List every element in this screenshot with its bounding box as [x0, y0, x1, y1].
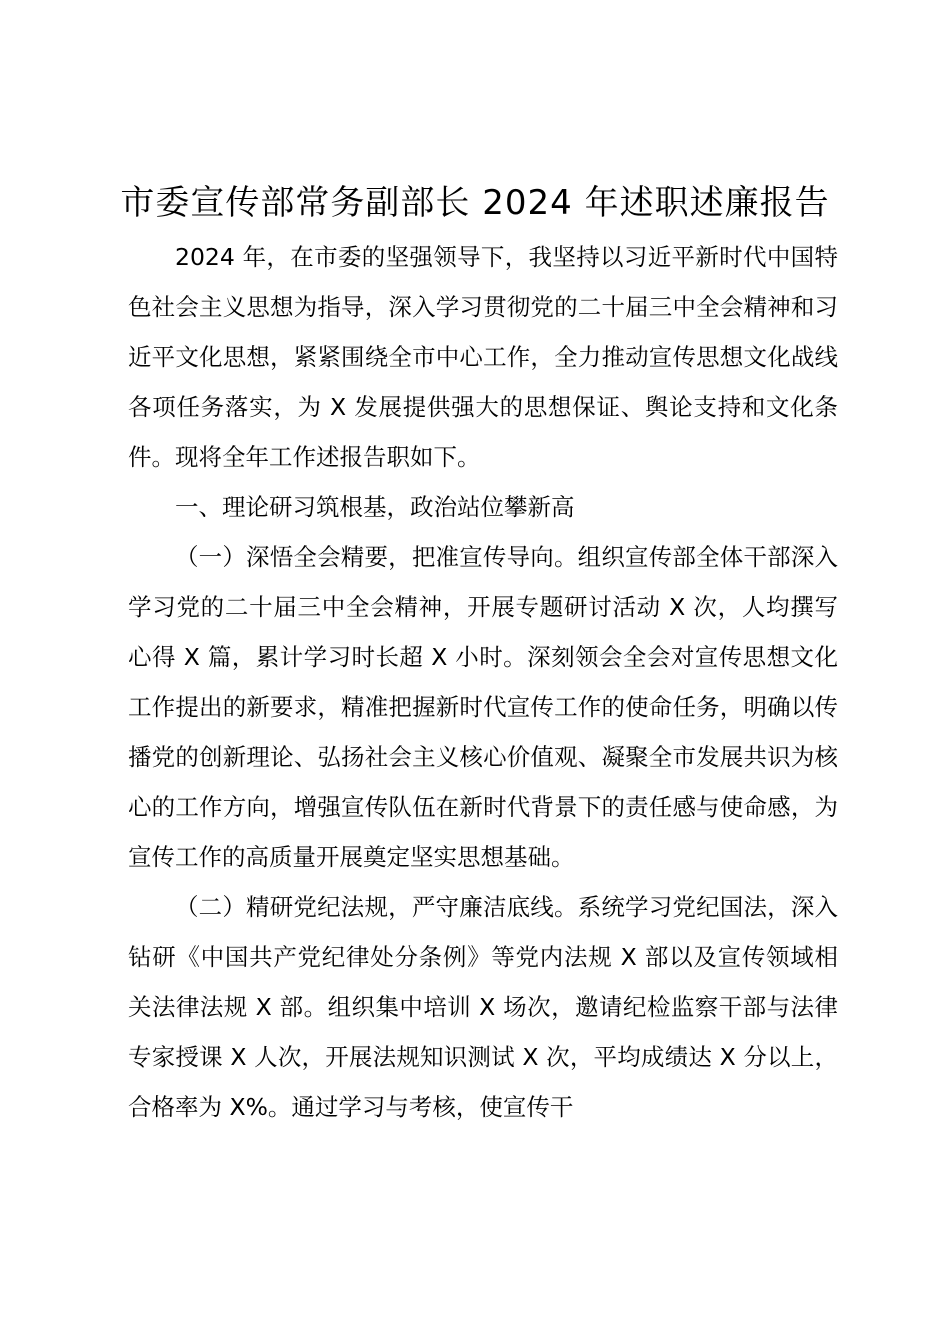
document-body: [128, 232, 838, 1132]
paragraph-section-1-2: （二）精研党纪法规，严守廉洁底线。系统学习党纪国法，深入钻研《中国共产党纪律处分条例》等党内法规 X 部以及宣传领域相关法律法规 X 部。组织集中培训 X 场次，邀请纪检监察干部与法律专家授课 X 人次，开展法规知识测试 X 次，平均成绩达 X 分以上，合格率为 X%。通过学习与考核，使宣传干: [128, 893, 838, 1121]
document-title: 市委宣传部常务副部长 2024 年述职述廉报告: [120, 183, 830, 223]
paragraph-intro: 2024 年，在市委的坚强领导下，我坚持以习近平新时代中国特色社会主义思想为指导，深入学习贯彻党的二十届三中全会精神和习近平文化思想，紧紧围绕全市中心工作，全力推动宣传思想文化战线各项任务落实，为 X 发展提供强大的思想保证、舆论支持和文化条件。现将全年工作述报告职如下。: [128, 243, 838, 471]
section-heading-1: 一、理论研习筑根基，政治站位攀新高: [175, 493, 575, 521]
paragraph-section-1-1: （一）深悟全会精要，把准宣传导向。组织宣传部全体干部深入学习党的二十届三中全会精神，开展专题研讨活动 X 次，人均撰写心得 X 篇，累计学习时长超 X 小时。深刻领会全会对宣传思想文化工作提出的新要求，精准把握新时代宣传工作的使命任务，明确以传播党的创新理论、弘扬社会主义核心价值观、凝聚全市发展共识为核心的工作方向，增强宣传队伍在新时代背景下的责任感与使命感，为宣传工作的高质量开展奠定坚实思想基础。: [128, 543, 838, 871]
